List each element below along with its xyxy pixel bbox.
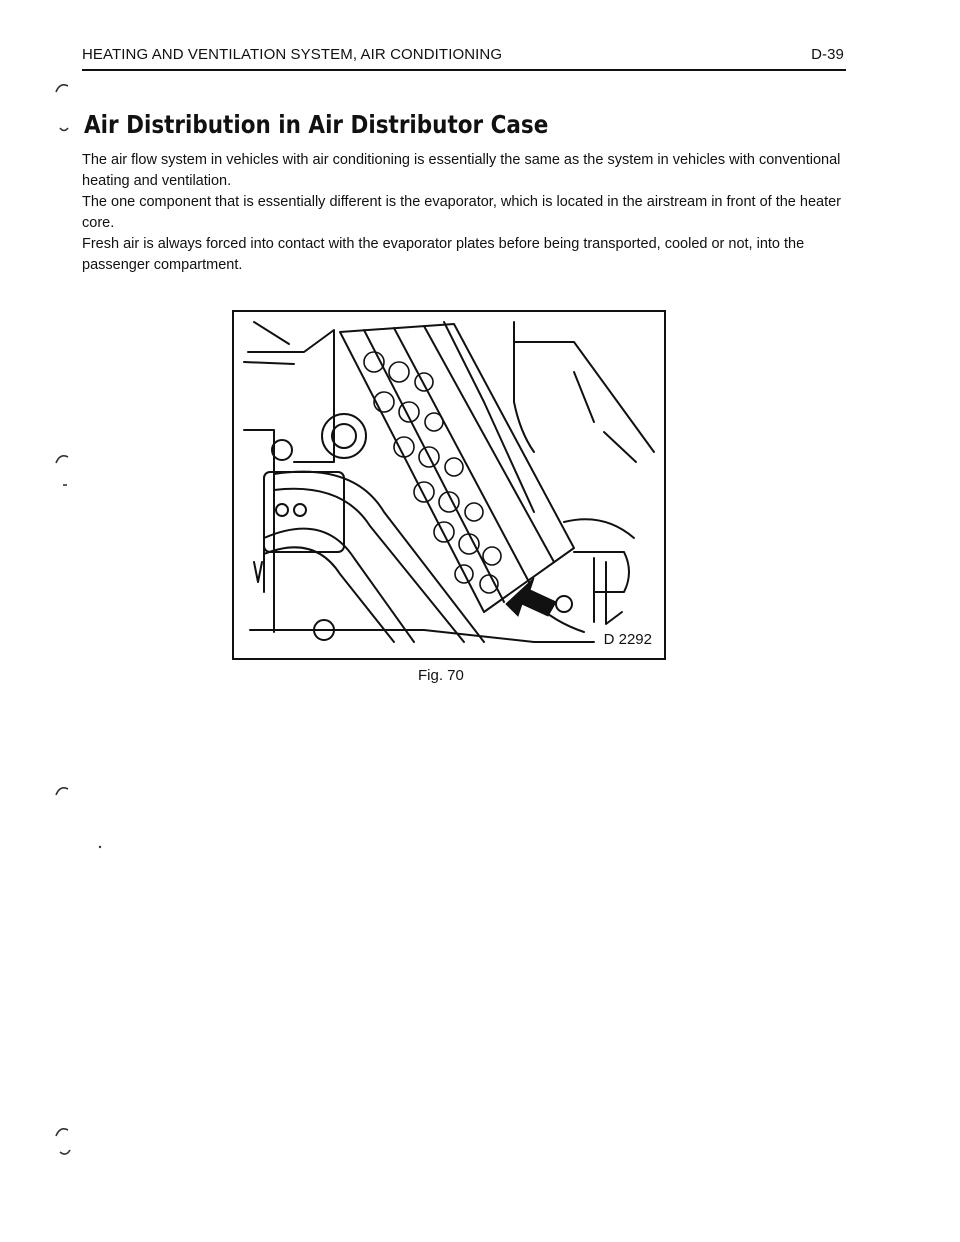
arrow-icon	[506, 578, 556, 616]
evaporator-illustration	[234, 312, 664, 658]
page-number: D-39	[811, 46, 844, 63]
section-title: HEATING AND VENTILATION SYSTEM, AIR CONDITIONING	[82, 46, 503, 63]
page-title: Air Distribution in Air Distributor Case	[84, 110, 549, 139]
paragraph-3: Fresh air is always forced into contact with the evaporator plates before being transported, cooled or not, into the passenger compartment.	[82, 236, 805, 273]
page-header	[82, 46, 844, 63]
figure-caption: Fig. 70	[418, 667, 464, 684]
figure-id-label: D 2292	[603, 631, 652, 648]
header-rule	[82, 69, 846, 71]
paragraph-1: The air flow system in vehicles with air conditioning is essentially the same as the system in vehicles with conventional heating and ventilation.	[82, 152, 841, 189]
figure-70	[232, 310, 666, 660]
paragraph-2: The one component that is essentially different is the evaporator, which is located in the airstream in front of the heater core.	[82, 194, 841, 231]
